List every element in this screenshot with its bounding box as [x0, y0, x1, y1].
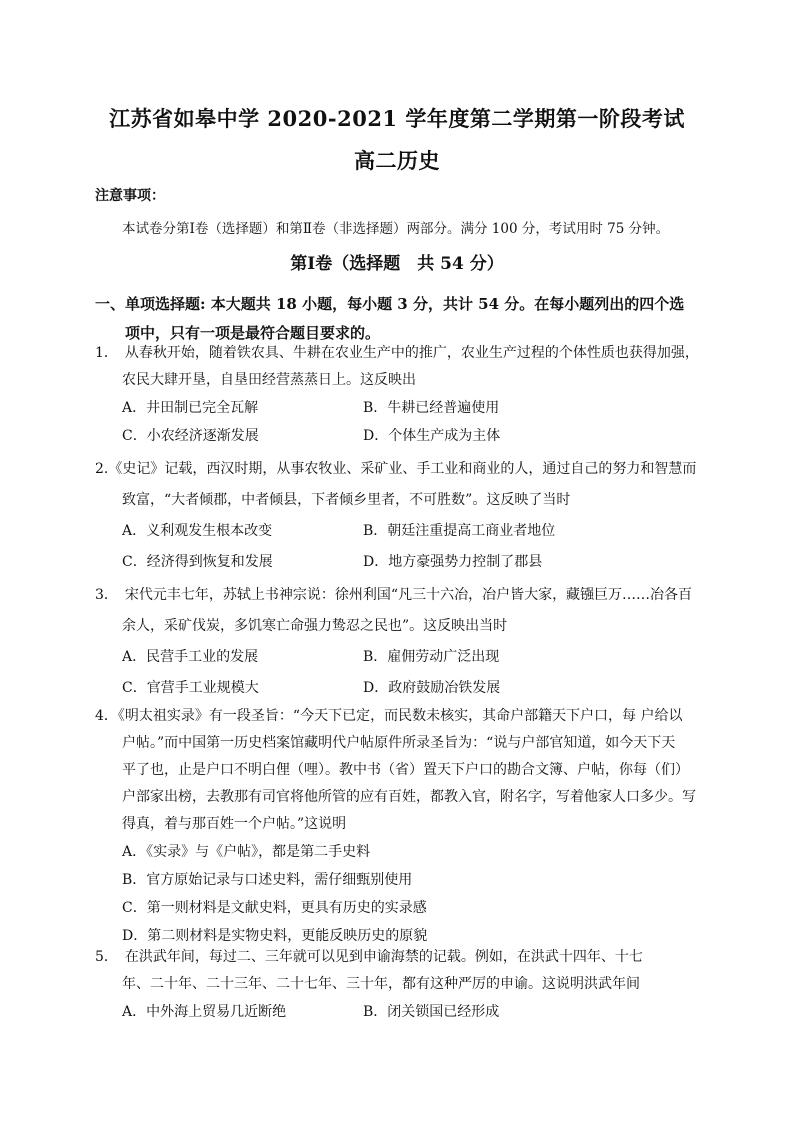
question-stem-line: 4．《明太祖实录》有一段圣旨：“今天下已定，而民数未核实，其命户部籍天下户口，每 户给以 — [95, 708, 683, 724]
option-row — [95, 422, 715, 450]
question-stem-line: 户部家出榜，去教那有司官将他所管的应有百姓，都教入官，附名字，写着他家人口多少。写 — [122, 789, 696, 805]
option-a: A．井田制已完全瓦解 — [122, 400, 259, 416]
option-d: D．第二则材料是实物史料，更能反映历史的原貌 — [122, 928, 428, 944]
section-title: 第Ⅰ卷（选择题 共 54 分） — [290, 254, 504, 274]
option-d: D．个体生产成为主体 — [363, 428, 501, 444]
option-row — [95, 547, 715, 578]
option-a: A．《实录》与《户帖》，都是第二手史料 — [122, 844, 371, 860]
question-stem-line: 3． 宋代元丰七年，苏轼上书神宗说：徐州利国“凡三十六冶，冶户皆大家，藏镪巨万……冶各百 — [95, 587, 693, 603]
option-c: C．官营手工业规模大 — [122, 680, 259, 696]
option-row — [95, 642, 715, 673]
question-stem-line: 得真，着与那百姓一个户帖。”这说明 — [122, 816, 347, 832]
question-3 — [95, 580, 715, 704]
question-2 — [95, 454, 715, 578]
notice-body: 本试卷分第Ⅰ卷（选择题）和第Ⅱ卷（非选择题）两部分。满分 100 分，考试用时 75 分钟。 — [122, 221, 670, 237]
option-row — [95, 394, 715, 422]
option-b: B．闭关锁国已经形成 — [363, 1004, 500, 1020]
option-a: A．义利观发生根本改变 — [122, 523, 273, 539]
question-stem-line: 余人，采矿伐炭，多饥寒亡命强力鸷忍之民也”。这反映出当时 — [122, 618, 508, 634]
option-a: A．中外海上贸易几近断绝 — [122, 1004, 287, 1020]
option-b: B．牛耕已经普遍使用 — [363, 400, 500, 416]
exam-title: 江苏省如皋中学 2020-2021 学年度第二学期第一阶段考试 — [109, 106, 685, 131]
part-instructions-line-2: 项中，只有一项是最符合题目要求的。 — [125, 324, 381, 342]
question-stem-line: 5． 在洪武年间，每过二、三年就可以见到申谕海禁的记载。例如，在洪武十四年、十七 — [95, 949, 643, 965]
exam-subject: 高二历史 — [354, 148, 440, 173]
option-row — [95, 516, 715, 547]
option-d: D．政府鼓励冶铁发展 — [363, 680, 501, 696]
question-stem-line: 年、二十年、二十三年、二十七年、三十年，都有这种严厉的申谕。这说明洪武年间 — [122, 976, 640, 992]
question-stem-line: 致富，“大者倾郡，中者倾县，下者倾乡里者，不可胜数”。这反映了当时 — [122, 492, 571, 508]
option-b: B．朝廷注重提高工商业者地位 — [363, 523, 556, 539]
option-c: C．经济得到恢复和发展 — [122, 554, 273, 570]
option-b: B．官方原始记录与口述史料，需仔细甄别使用 — [122, 872, 413, 888]
question-stem-line: 户帖。”而中国第一历史档案馆藏明代户帖原件所录圣旨为：“说与户部官知道，如今天下天 — [122, 735, 676, 751]
option-c: C．第一则材料是文献史料，更具有历史的实录感 — [122, 900, 427, 916]
option-a: A．民营手工业的发展 — [122, 649, 259, 665]
question-1 — [95, 340, 715, 450]
question-stem-line: 2.《史记》记载，西汉时期，从事农牧业、采矿业、手工业和商业的人，通过自己的努力和智慧而 — [95, 461, 697, 477]
question-stem-line: 平了也，止是户口不明白俚（哩）。教中书（省）置天下户口的勘合文簿、户帖，你每（们） — [122, 762, 689, 778]
part-instructions-line-1: 一、单项选择题: 本大题共 18 小题，每小题 3 分，共计 54 分。在每小题列出的四个选 — [95, 295, 685, 313]
option-row — [95, 998, 715, 1026]
option-row — [95, 673, 715, 704]
option-d: D．地方豪强势力控制了郡县 — [363, 554, 543, 570]
option-b: B．雇佣劳动广泛出现 — [363, 649, 500, 665]
question-stem-line: 农民大肆开垦，自垦田经营蒸蒸日上。这反映出 — [122, 372, 416, 388]
question-4 — [95, 703, 715, 950]
question-5 — [95, 944, 715, 1026]
option-c: C．小农经济逐渐发展 — [122, 428, 259, 444]
question-stem-line: 1． 从春秋开始，随着铁农具、牛耕在农业生产中的推广，农业生产过程的个体性质也获得加强， — [95, 345, 699, 361]
notice-heading: 注意事项： — [95, 188, 165, 204]
